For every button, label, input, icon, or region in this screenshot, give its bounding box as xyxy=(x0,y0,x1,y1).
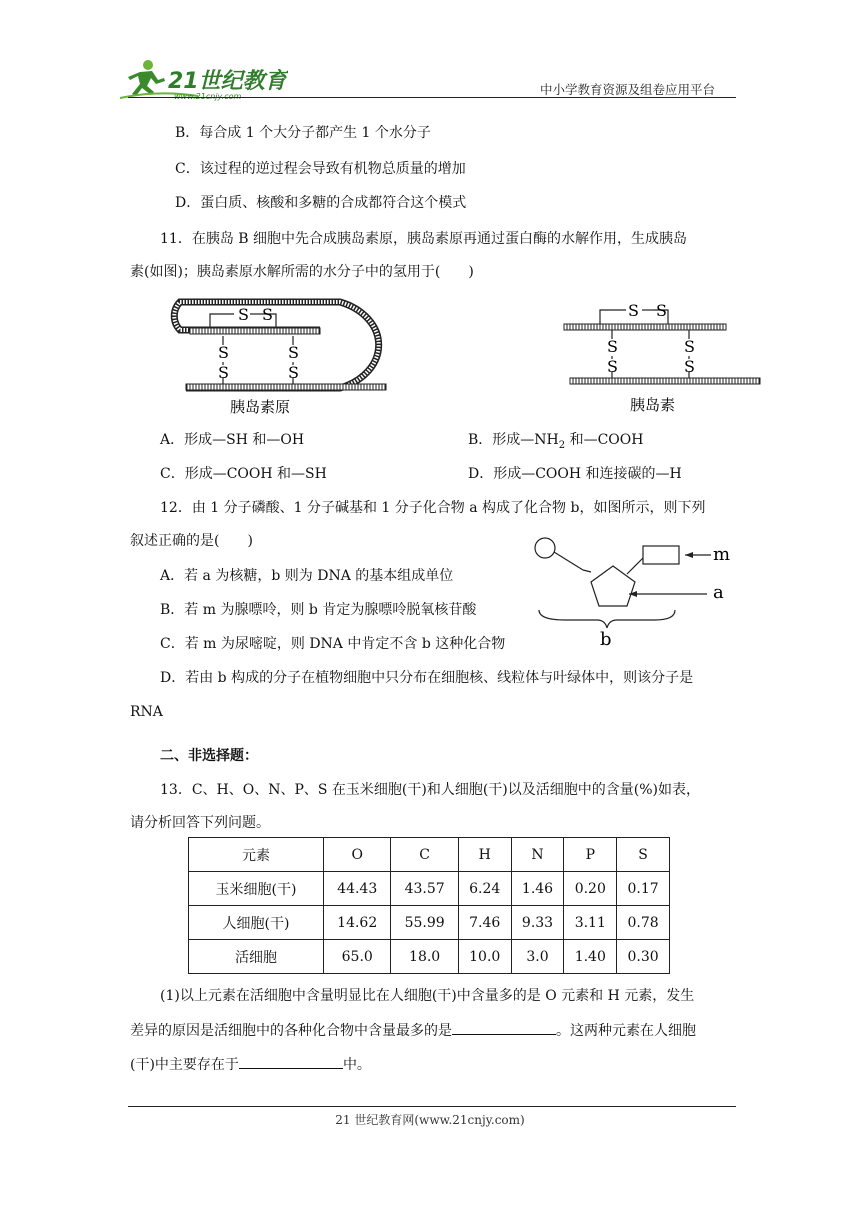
phosphate-circle xyxy=(535,538,555,558)
q11-option-d: D．形成—COOH 和连接碳的—H xyxy=(468,466,682,482)
q11-option-a: A．形成—SH 和—OH xyxy=(160,432,305,448)
table-header-row xyxy=(189,838,670,872)
disulfide-s3: S xyxy=(218,343,229,362)
element-content-table xyxy=(188,837,670,974)
insulin-s5: S xyxy=(684,337,695,356)
q12-option-c: C．若 m 为尿嘧啶，则 DNA 中肯定不含 b 这种化合物 xyxy=(160,636,506,652)
insulin-figure xyxy=(560,292,770,422)
label-m: m xyxy=(713,544,731,565)
section-two-title: 二、非选择题： xyxy=(160,748,258,764)
proinsulin-label: 胰岛素原 xyxy=(230,398,291,416)
table-cell: 10.0 xyxy=(458,940,511,974)
insulin-s1: S xyxy=(628,301,639,320)
table-cell: 14.62 xyxy=(324,906,391,940)
q13-sub1-line1: (1)以上元素在活细胞中含量明显比在人细胞(干)中含量多的是 O 元素和 H 元素，发生 xyxy=(160,988,695,1004)
q11-option-c: C．形成—COOH 和—SH xyxy=(160,466,327,482)
footer-divider xyxy=(128,1106,736,1107)
table-row xyxy=(189,906,670,940)
table-cell: 0.17 xyxy=(617,872,670,906)
q13-sub1-line2: 差异的原因是活细胞中的各种化合物中含量最多的是 。这两种元素在人细胞 xyxy=(130,1020,696,1041)
site-logo xyxy=(118,56,288,102)
header-platform-name: 中小学教育资源及组卷应用平台 xyxy=(540,82,716,97)
disulfide-s6: S xyxy=(288,363,299,382)
table-cell: N xyxy=(511,838,564,872)
base-box xyxy=(643,546,679,564)
table-cell: 43.57 xyxy=(391,872,458,906)
table-cell: 3.11 xyxy=(564,906,617,940)
table-cell: 元素 xyxy=(189,838,324,872)
insulin-label: 胰岛素 xyxy=(630,396,676,414)
header-divider xyxy=(128,97,736,98)
logo-url: www.21cnjy.com xyxy=(174,92,242,101)
table-cell: 3.0 xyxy=(511,940,564,974)
table-cell: 6.24 xyxy=(458,872,511,906)
table-cell: O xyxy=(324,838,391,872)
q11-stem-line2: 素(如图)；胰岛素原水解所需的水分子中的氢用于( ) xyxy=(130,264,474,280)
answer-blank-2[interactable] xyxy=(239,1054,343,1069)
insulin-s2: S xyxy=(656,301,667,320)
q10-option-d: D．蛋白质、核酸和多糖的合成都符合这个模式 xyxy=(175,195,467,211)
insulin-s4: S xyxy=(607,357,618,376)
disulfide-s4: S xyxy=(218,363,229,382)
table-cell: 7.46 xyxy=(458,906,511,940)
q11-option-b: B．形成$—NH_2$ 和—COOH xyxy=(468,432,644,451)
disulfide-s1: S xyxy=(238,305,249,324)
nucleotide-figure xyxy=(525,532,740,652)
q12-stem-line2: 叙述正确的是( ) xyxy=(130,533,253,549)
table-row xyxy=(189,940,670,974)
table-cell: C xyxy=(391,838,458,872)
logo-text: 21世纪教育 xyxy=(168,69,287,94)
table-cell: P xyxy=(564,838,617,872)
table-cell: 55.99 xyxy=(391,906,458,940)
answer-blank-1[interactable] xyxy=(452,1020,556,1035)
q12-option-b: B．若 m 为腺嘌呤，则 b 肯定为腺嘌呤脱氧核苷酸 xyxy=(160,602,477,618)
q12-option-a: A．若 a 为核糖，b 则为 DNA 的基本组成单位 xyxy=(160,568,454,584)
insulin-s6: S xyxy=(684,357,695,376)
table-cell: S xyxy=(617,838,670,872)
table-cell: 44.43 xyxy=(324,872,391,906)
label-b: b xyxy=(600,629,612,650)
disulfide-s2: S xyxy=(262,305,273,324)
q10-option-b: B．每合成 1 个大分子都产生 1 个水分子 xyxy=(175,125,431,141)
proinsulin-figure xyxy=(150,292,410,422)
table-cell: 玉米细胞(干) xyxy=(189,872,324,906)
table-cell: 0.30 xyxy=(617,940,670,974)
q13-stem-line1: 13．C、H、O、N、P、S 在玉米细胞(干)和人细胞(干)以及活细胞中的含量(%)如表， xyxy=(160,782,700,798)
q12-stem-line1: 12．由 1 分子磷酸、1 分子碱基和 1 分子化合物 a 构成了化合物 b，如图所示，则下列 xyxy=(160,500,706,516)
table-cell: H xyxy=(458,838,511,872)
q13-stem-line2: 请分析回答下列问题。 xyxy=(130,815,270,831)
table-cell: 0.78 xyxy=(617,906,670,940)
brace-b xyxy=(539,610,675,628)
footer-text: 21 世纪教育网(www.21cnjy.com) xyxy=(335,1113,525,1127)
table-cell: 18.0 xyxy=(391,940,458,974)
q13-sub1-line3: (干)中主要存在于 中。 xyxy=(130,1054,371,1075)
table-cell: 1.40 xyxy=(564,940,617,974)
q12-option-d-line1: D．若由 b 构成的分子在植物细胞中只分布在细胞核、线粒体与叶绿体中，则该分子是 xyxy=(160,670,694,686)
table-cell: 1.46 xyxy=(511,872,564,906)
label-a: a xyxy=(713,582,724,603)
table-cell: 0.20 xyxy=(564,872,617,906)
table-cell: 65.0 xyxy=(324,940,391,974)
q12-option-d-line2: RNA xyxy=(130,704,163,720)
insulin-s3: S xyxy=(607,337,618,356)
table-cell: 人细胞(干) xyxy=(189,906,324,940)
q10-option-c: C．该过程的逆过程会导致有机物总质量的增加 xyxy=(175,161,466,177)
table-cell: 9.33 xyxy=(511,906,564,940)
table-row xyxy=(189,872,670,906)
q11-stem-line1: 11．在胰岛 B 细胞中先合成胰岛素原，胰岛素原再通过蛋白酶的水解作用，生成胰岛 xyxy=(160,231,688,247)
table-cell: 活细胞 xyxy=(189,940,324,974)
disulfide-s5: S xyxy=(288,343,299,362)
